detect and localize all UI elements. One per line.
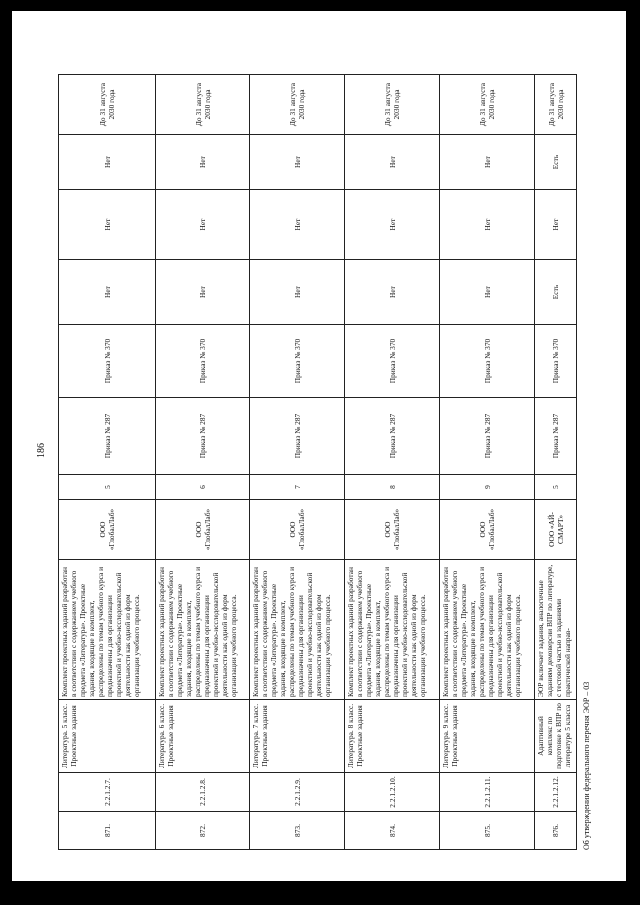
- scan-border-left: [0, 0, 12, 905]
- flag-2-cell: Нет: [345, 190, 440, 260]
- resource-description-cell: Комплект проектных заданий разработан в соответствии с содержанием учебного предмета «Литература». Проектные задания, входящие в комплект, распределены по темам учебного курса и предназначены для организации проектной и учебно-исследовательской деятельности как одной из форм организации учебного процесса.: [156, 560, 250, 700]
- table-row: [59, 75, 156, 850]
- footer-note: Об утверждении федерального перечня ЭОР – 03: [582, 681, 591, 850]
- flag-1-cell: Нет: [156, 260, 250, 325]
- table-row: [535, 75, 577, 850]
- order-370-cell: Приказ № 370: [345, 325, 440, 398]
- validity-date-cell: До 31 августа 2030 года: [156, 75, 250, 135]
- scan-border-right: [626, 0, 640, 905]
- row-number-cell: 872.: [156, 812, 250, 850]
- grade-cell: 5: [535, 475, 577, 500]
- table-row: [156, 75, 250, 850]
- order-287-cell: Приказ № 287: [535, 398, 577, 475]
- resource-name-cell: Литература. 5 класс. Проектные задания: [59, 700, 156, 773]
- order-287-cell: Приказ № 287: [440, 398, 535, 475]
- table-row: [250, 75, 345, 850]
- grade-cell: 9: [440, 475, 535, 500]
- row-code-cell: 2.2.1.2.10.: [345, 773, 440, 812]
- resource-description-cell: ЭОР включает задания, аналогичные заданиям демоверсии ВПР по литературе, с тестовой частью и заданиями практической направ-: [535, 560, 577, 700]
- resource-name-cell: Адаптивный комплекс по подготовке к ВПР по литературе 5 класса: [535, 700, 577, 773]
- rotated-content: [36, 75, 618, 850]
- organization-cell: ООО «ГлобалЛаб»: [156, 500, 250, 560]
- validity-date-cell: До 31 августа 2030 года: [440, 75, 535, 135]
- scan-border-top: [0, 0, 640, 11]
- validity-date-cell: До 31 августа 2030 года: [345, 75, 440, 135]
- row-code-cell: 2.2.1.2.11.: [440, 773, 535, 812]
- row-number-cell: 875.: [440, 812, 535, 850]
- row-number-cell: 876.: [535, 812, 577, 850]
- row-code-cell: 2.2.1.2.8.: [156, 773, 250, 812]
- row-number-cell: 871.: [59, 812, 156, 850]
- page-number: 186: [36, 443, 47, 458]
- flag-2-cell: Нет: [59, 190, 156, 260]
- flag-3-cell: Нет: [345, 135, 440, 190]
- resource-description-cell: Комплект проектных заданий разработан в соответствии с содержанием учебного предмета «Литература». Проектные задания, входящие в комплект, распределены по темам учебного курса и предназначены для организации проектной и учебно-исследовательской деятельности как одной из форм организации учебного процесса.: [59, 560, 156, 700]
- organization-cell: ООО «АЙ-СМАРТ»: [535, 500, 577, 560]
- resource-description-cell: Комплект проектных заданий разработан в соответствии с содержанием учебного предмета «Литература». Проектные задания, входящие в комплект, распределены по темам учебного курса и предназначены для организации проектной и учебно-исследовательской деятельности как одной из форм организации учебного процесса.: [345, 560, 440, 700]
- table-row: [440, 75, 535, 850]
- row-code-cell: 2.2.1.2.9.: [250, 773, 345, 812]
- order-370-cell: Приказ № 370: [440, 325, 535, 398]
- flag-1-cell: Нет: [59, 260, 156, 325]
- resource-name-cell: Литература. 6 класс. Проектные задания: [156, 700, 250, 773]
- resource-name-cell: Литература. 7 класс. Проектные задания: [250, 700, 345, 773]
- flag-3-cell: Есть: [535, 135, 577, 190]
- row-number-cell: 874.: [345, 812, 440, 850]
- eor-table: [58, 74, 577, 850]
- grade-cell: 5: [59, 475, 156, 500]
- organization-cell: ООО «ГлобалЛаб»: [345, 500, 440, 560]
- row-number-cell: 873.: [250, 812, 345, 850]
- order-287-cell: Приказ № 287: [59, 398, 156, 475]
- row-code-cell: 2.2.1.2.7.: [59, 773, 156, 812]
- validity-date-cell: До 31 августа 2030 года: [535, 75, 577, 135]
- grade-cell: 8: [345, 475, 440, 500]
- validity-date-cell: До 31 августа 2030 года: [59, 75, 156, 135]
- resource-description-cell: Комплект проектных заданий разработан в соответствии с содержанием учебного предмета «Литература». Проектные задания, входящие в комплект, распределены по темам учебного курса и предназначены для организации проектной и учебно-исследовательской деятельности как одной из форм организации учебного процесса.: [250, 560, 345, 700]
- flag-3-cell: Нет: [156, 135, 250, 190]
- resource-description-cell: Комплект проектных заданий разработан в соответствии с содержанием учебного предмета «Литература». Проектные задания, входящие в комплект, распределены по темам учебного курса и предназначены для организации проектной и учебно-исследовательской деятельности как одной из форм организации учебного процесса.: [440, 560, 535, 700]
- order-287-cell: Приказ № 287: [345, 398, 440, 475]
- flag-1-cell: Нет: [250, 260, 345, 325]
- flag-3-cell: Нет: [250, 135, 345, 190]
- order-370-cell: Приказ № 370: [59, 325, 156, 398]
- validity-date-cell: До 31 августа 2030 года: [250, 75, 345, 135]
- order-287-cell: Приказ № 287: [156, 398, 250, 475]
- row-code-cell: 2.2.1.2.12.: [535, 773, 577, 812]
- order-370-cell: Приказ № 370: [535, 325, 577, 398]
- flag-2-cell: Нет: [250, 190, 345, 260]
- flag-2-cell: Нет: [535, 190, 577, 260]
- resource-name-cell: Литература. 9 класс. Проектные задания: [440, 700, 535, 773]
- flag-2-cell: Нет: [440, 190, 535, 260]
- flag-1-cell: Нет: [345, 260, 440, 325]
- flag-2-cell: Нет: [156, 190, 250, 260]
- organization-cell: ООО «ГлобалЛаб»: [59, 500, 156, 560]
- grade-cell: 7: [250, 475, 345, 500]
- flag-3-cell: Нет: [440, 135, 535, 190]
- resource-name-cell: Литература. 8 класс. Проектные задания: [345, 700, 440, 773]
- scan-border-bottom: [0, 881, 640, 905]
- order-370-cell: Приказ № 370: [156, 325, 250, 398]
- flag-1-cell: Есть: [535, 260, 577, 325]
- table-row: [345, 75, 440, 850]
- organization-cell: ООО «ГлобалЛаб»: [250, 500, 345, 560]
- grade-cell: 6: [156, 475, 250, 500]
- flag-1-cell: Нет: [440, 260, 535, 325]
- flag-3-cell: Нет: [59, 135, 156, 190]
- order-370-cell: Приказ № 370: [250, 325, 345, 398]
- order-287-cell: Приказ № 287: [250, 398, 345, 475]
- organization-cell: ООО «ГлобалЛаб»: [440, 500, 535, 560]
